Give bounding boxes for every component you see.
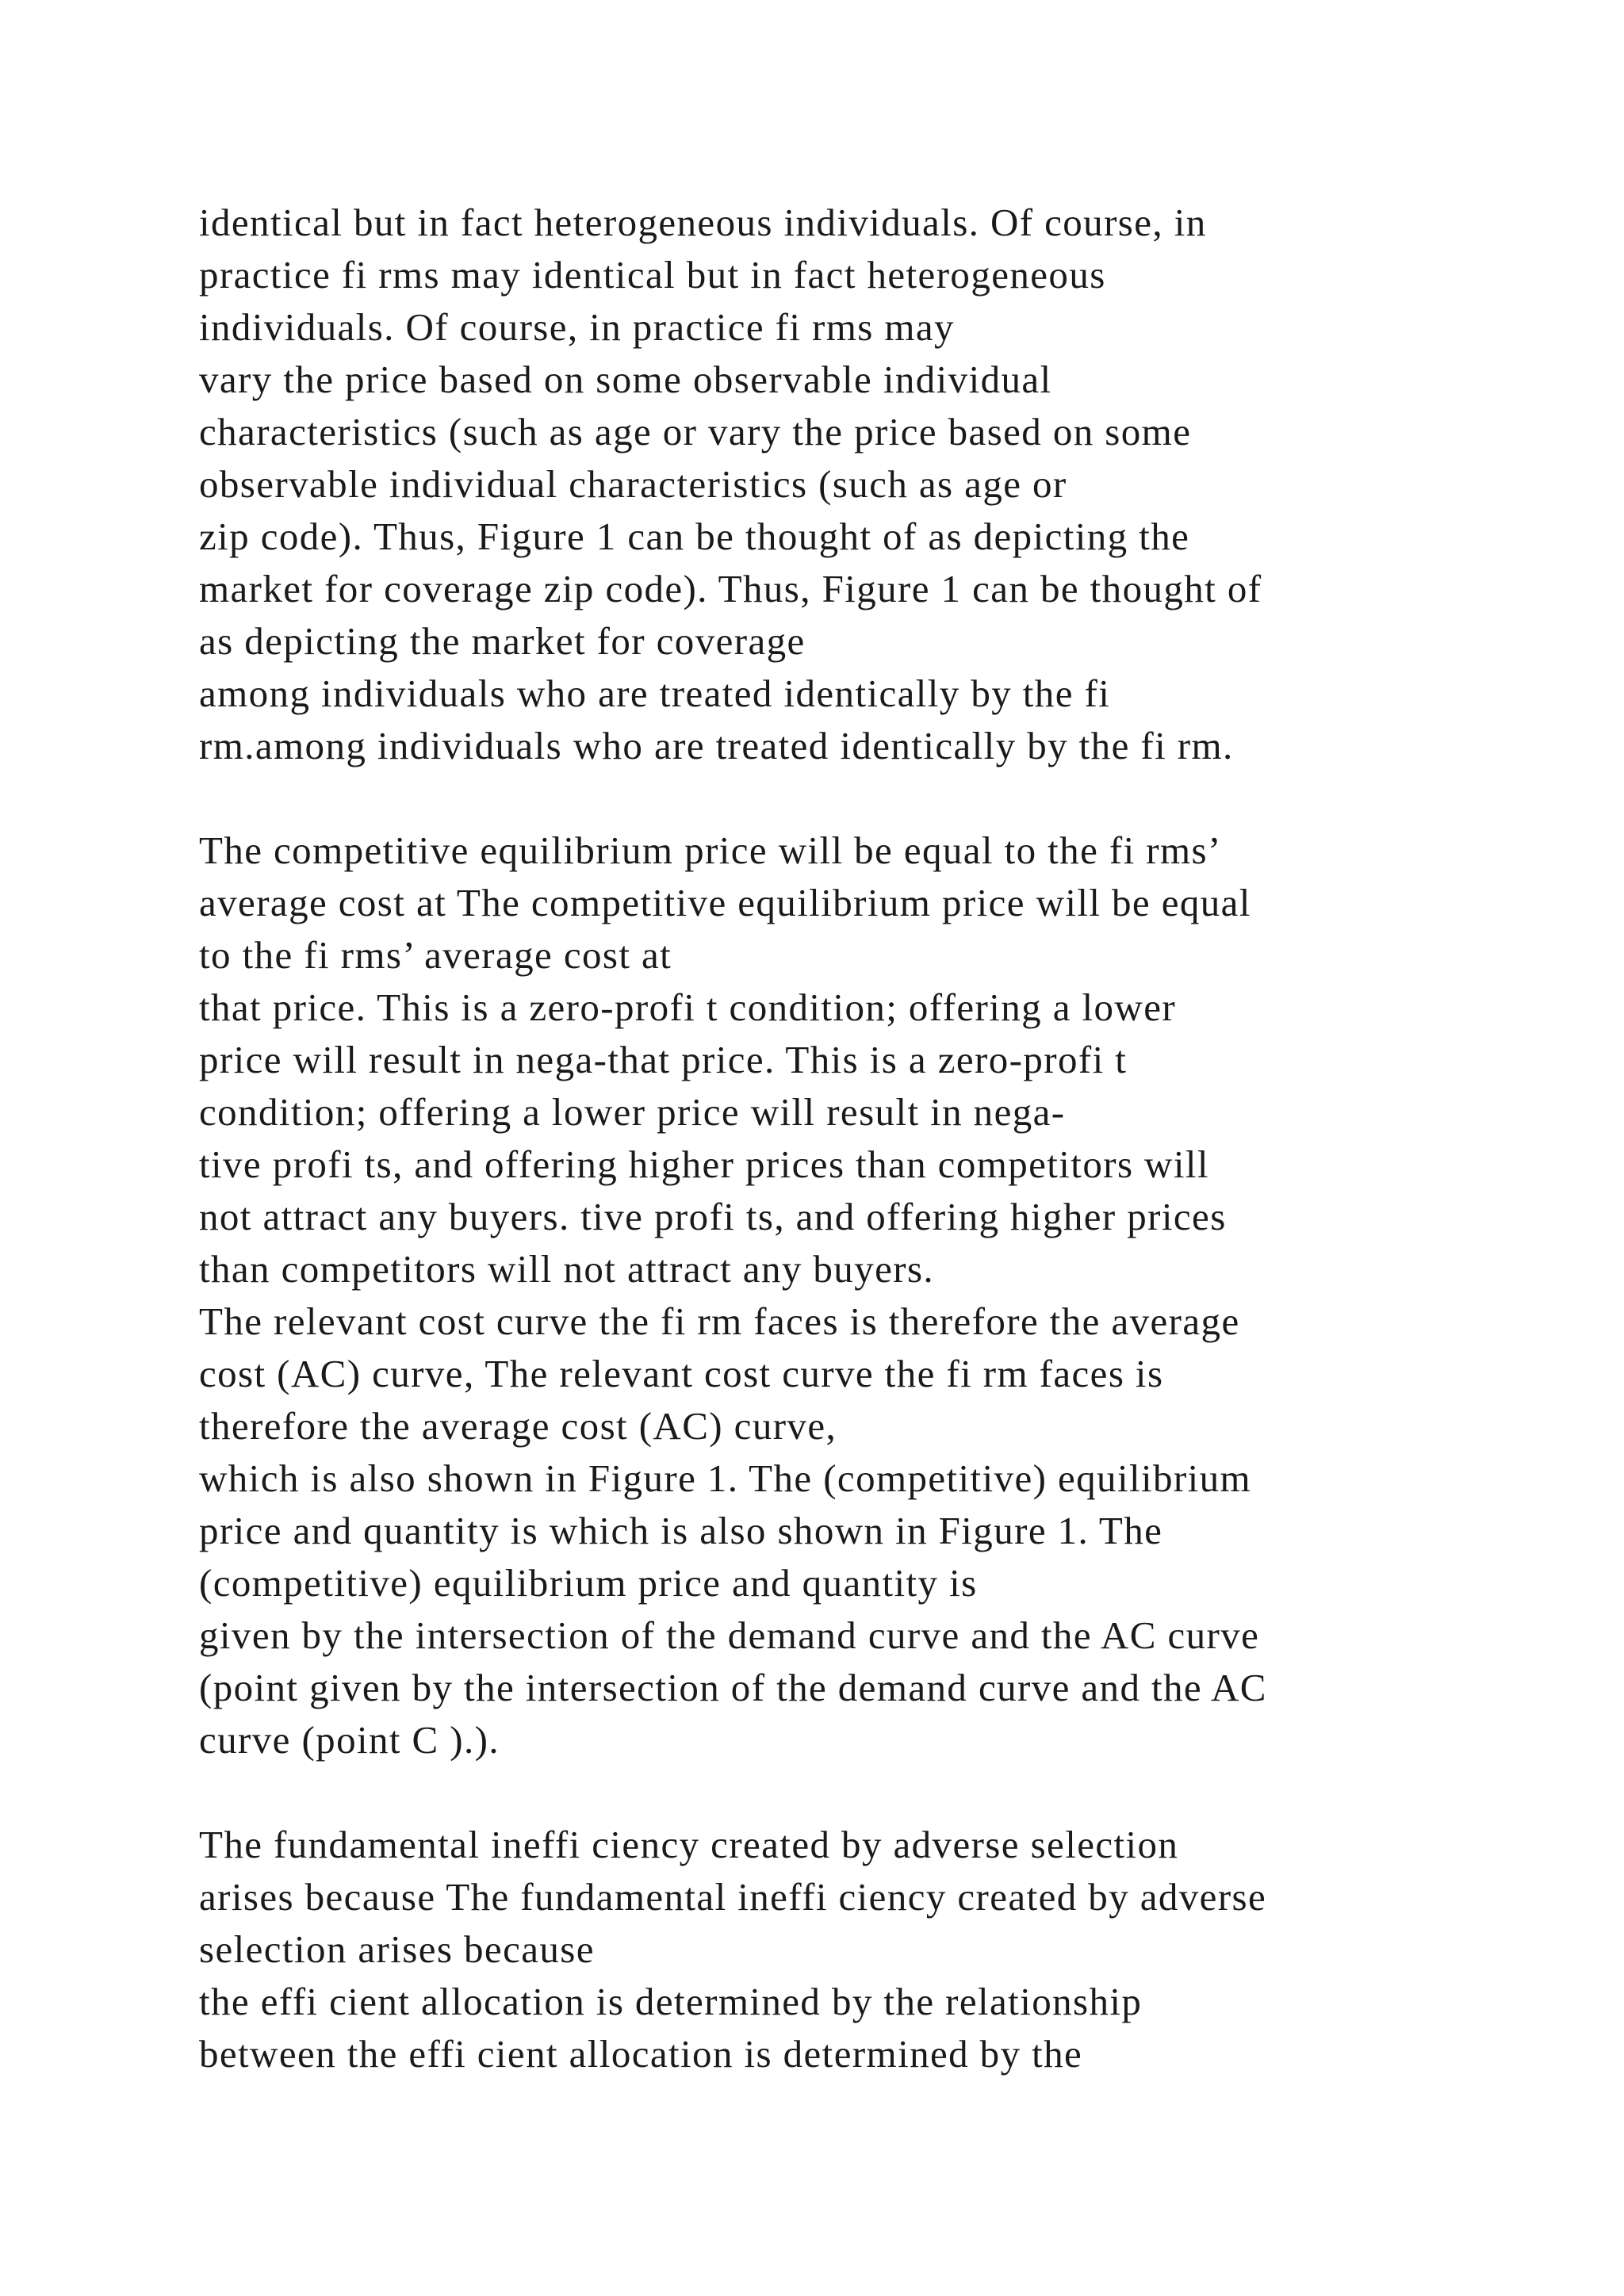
- text-line: arises because The fundamental ineffi ciency created by adverse: [199, 1875, 1267, 1919]
- document-body: [199, 197, 1436, 2080]
- text-line: observable individual characteristics (such as age or: [199, 462, 1067, 506]
- text-line: practice fi rms may identical but in fact heterogeneous: [199, 253, 1106, 297]
- text-line: price will result in nega-that price. This is a zero-profi t: [199, 1038, 1128, 1081]
- text-line: not attract any buyers. tive profi ts, and offering higher prices: [199, 1195, 1227, 1238]
- text-line: (competitive) equilibrium price and quantity is: [199, 1561, 978, 1605]
- text-line: that price. This is a zero-profi t condition; offering a lower: [199, 985, 1177, 1029]
- text-line: to the fi rms’ average cost at: [199, 933, 672, 977]
- text-line: condition; offering a lower price will result in nega-: [199, 1090, 1066, 1134]
- text-line: selection arises because: [199, 1927, 595, 1971]
- text-line: therefore the average cost (AC) curve,: [199, 1404, 837, 1448]
- text-line: characteristics (such as age or vary the price based on some: [199, 410, 1192, 453]
- text-line: which is also shown in Figure 1. The (competitive) equilibrium: [199, 1456, 1252, 1500]
- text-line: as depicting the market for coverage: [199, 619, 806, 663]
- text-line: market for coverage zip code). Thus, Figure 1 can be thought of: [199, 567, 1262, 610]
- text-line: among individuals who are treated identically by the fi: [199, 672, 1111, 715]
- text-line: identical but in fact heterogeneous individuals. Of course, in: [199, 201, 1207, 244]
- text-line: (point given by the intersection of the demand curve and the AC: [199, 1666, 1267, 1709]
- text-line: vary the price based on some observable individual: [199, 358, 1052, 401]
- text-line: zip code). Thus, Figure 1 can be thought of as depicting the: [199, 515, 1190, 558]
- text-line: cost (AC) curve, The relevant cost curve the fi rm faces is: [199, 1352, 1164, 1395]
- text-line: given by the intersection of the demand curve and the AC curve: [199, 1613, 1260, 1657]
- text-line: tive profi ts, and offering higher prices than competitors will: [199, 1142, 1209, 1186]
- text-line: the effi cient allocation is determined by the relationship: [199, 1980, 1143, 2023]
- text-line: curve (point C ).).: [199, 1718, 500, 1762]
- text-line: between the effi cient allocation is determined by the: [199, 2032, 1083, 2076]
- text-line: individuals. Of course, in practice fi rms may: [199, 305, 955, 349]
- text-line: The relevant cost curve the fi rm faces is therefore the average: [199, 1299, 1240, 1343]
- paragraph-gap: [199, 772, 1436, 825]
- text-line: than competitors will not attract any buyers.: [199, 1247, 935, 1291]
- text-line: The fundamental ineffi ciency created by adverse selection: [199, 1823, 1179, 1866]
- text-line: price and quantity is which is also shown in Figure 1. The: [199, 1509, 1163, 1552]
- text-line: The competitive equilibrium price will be equal to the fi rms’: [199, 828, 1222, 872]
- text-line: average cost at The competitive equilibrium price will be equal: [199, 881, 1251, 924]
- paragraph-gap: [199, 1766, 1436, 1819]
- text-line: rm.among individuals who are treated identically by the fi rm.: [199, 724, 1234, 767]
